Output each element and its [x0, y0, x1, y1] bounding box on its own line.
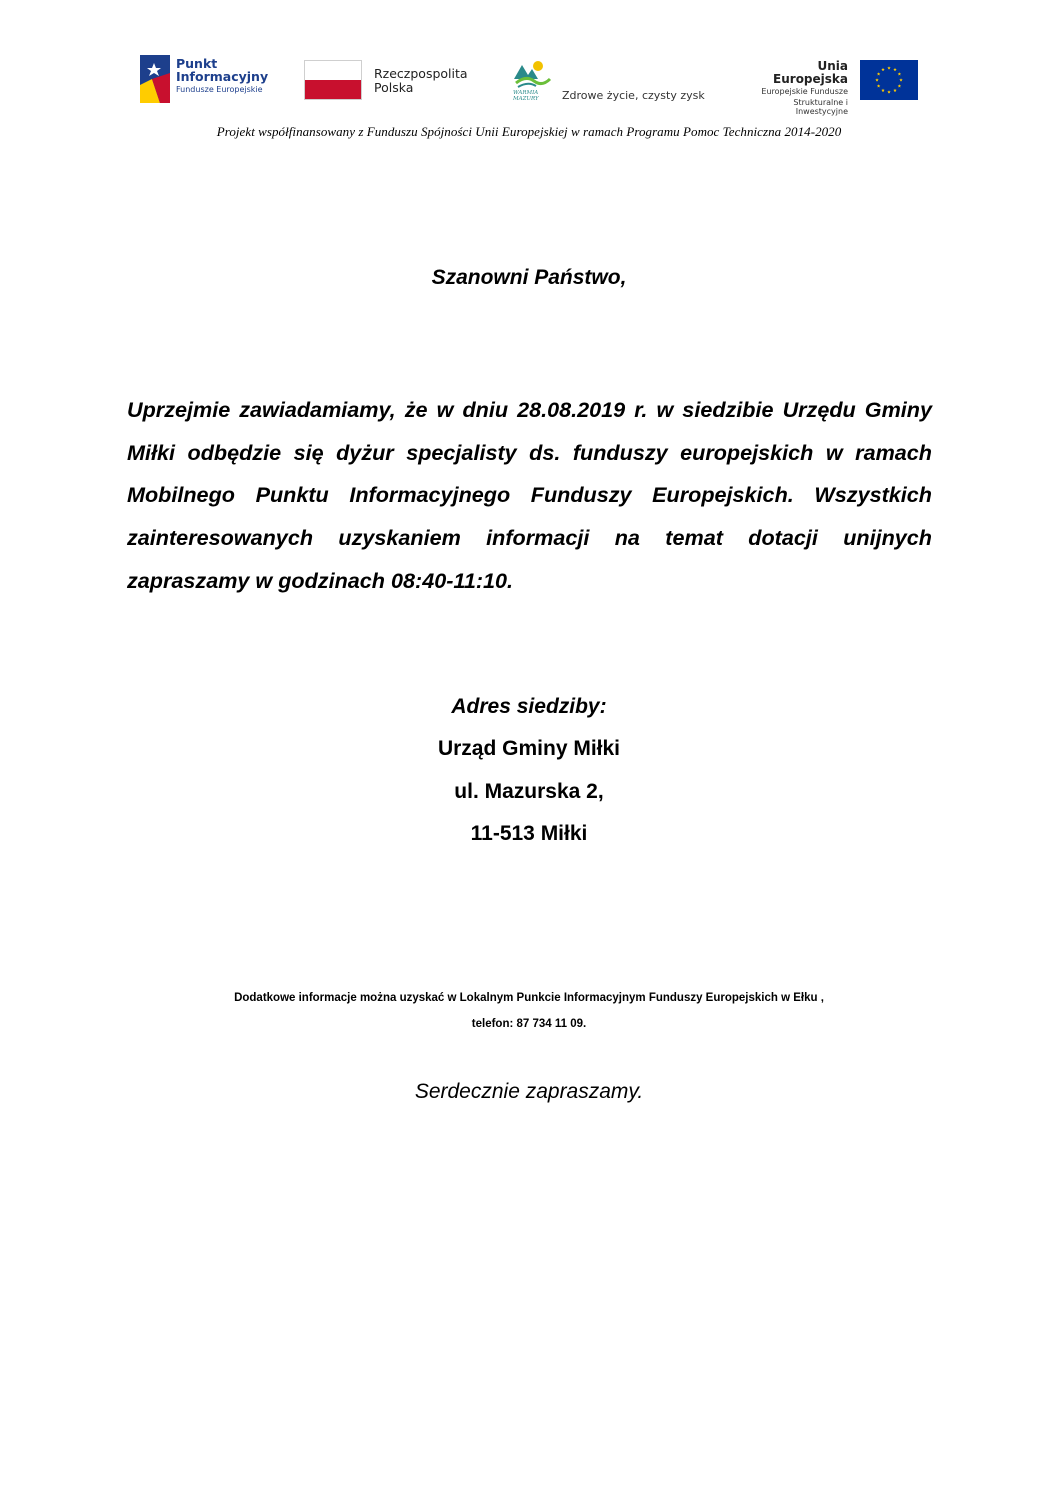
polish-flag-icon: [304, 60, 362, 100]
eu-star-icon: [893, 68, 896, 71]
logo-rzeczpospolita-polska: [304, 60, 504, 102]
eu-star-icon: [893, 89, 896, 92]
ue-line-1: Unia Europejska: [773, 59, 848, 87]
punkt-informacyjny-emblem-icon: [140, 55, 172, 103]
eu-star-icon: [887, 90, 890, 93]
address-office: Urząd Gminy Miłki: [437, 737, 621, 760]
eu-star-icon: [899, 78, 902, 81]
eu-star-icon: [877, 84, 880, 87]
closing: Serdecznie zapraszamy.: [414, 1080, 644, 1103]
eu-star-icon: [898, 72, 901, 75]
logo-unia-europejska: [742, 59, 922, 116]
wm-tagline: Zdrowe życie, czysty zysk: [562, 89, 705, 102]
announcement-body: Uprzejmie zawiadamiamy, że w dniu 28.08.2019 r. w siedzibie Urzędu Gminy Miłki odbędzie się dyżur specjalisty ds. funduszy europejskich w ramach Mobilnego Punktu Informacyjnego Funduszy Europejskich. Wszystkich zainteresowanych uzyskaniem informacji na temat dotacji unijnych zapraszamy w godzinach 08:40-11:10.: [127, 397, 932, 593]
address-city: 11-513 Miłki: [470, 822, 588, 845]
ue-line-2: Europejskie Fundusze: [761, 87, 848, 97]
punkt-line-2: Informacyjny: [176, 69, 269, 85]
ue-line-3: Strukturalne i Inwestycyjne: [793, 98, 848, 116]
eu-star-icon: [875, 78, 878, 81]
eu-star-icon: [887, 66, 890, 69]
punkt-line-1: Punkt: [176, 56, 218, 71]
extra-info-line-1: Dodatkowe informacje można uzyskać w Lokalnym Punkcie Informacyjnym Funduszy Europejskich w Ełku ,: [234, 992, 824, 1004]
rp-line-1: Rzeczpospolita: [374, 66, 468, 81]
address-label: Adres siedziby:: [451, 695, 607, 718]
wm-small-1: WARMIA: [513, 90, 539, 96]
eu-star-icon: [881, 89, 884, 92]
logo-warmia-mazury: [510, 57, 710, 105]
eu-star-icon: [881, 68, 884, 71]
logo-punkt-informacyjny: [140, 55, 280, 105]
address-street: ul. Mazurska 2,: [454, 780, 604, 803]
wm-small-2: MAZURY: [513, 95, 539, 102]
warmia-mazury-emblem-icon: [512, 57, 552, 91]
extra-info-phone: telefon: 87 734 11 09.: [471, 1018, 587, 1030]
punkt-line-3: Fundusze Europejskie: [176, 85, 263, 95]
eu-star-icon: [898, 84, 901, 87]
eu-star-icon: [877, 72, 880, 75]
cofinancing-note: Projekt współfinansowany z Funduszu Spójności Unii Europejskiej w ramach Programu Pomoc Techniczna 2014-2020: [216, 124, 842, 139]
rp-line-2: Polska: [374, 80, 414, 96]
greeting: Szanowni Państwo,: [431, 266, 627, 289]
eu-flag-icon: [860, 60, 918, 100]
